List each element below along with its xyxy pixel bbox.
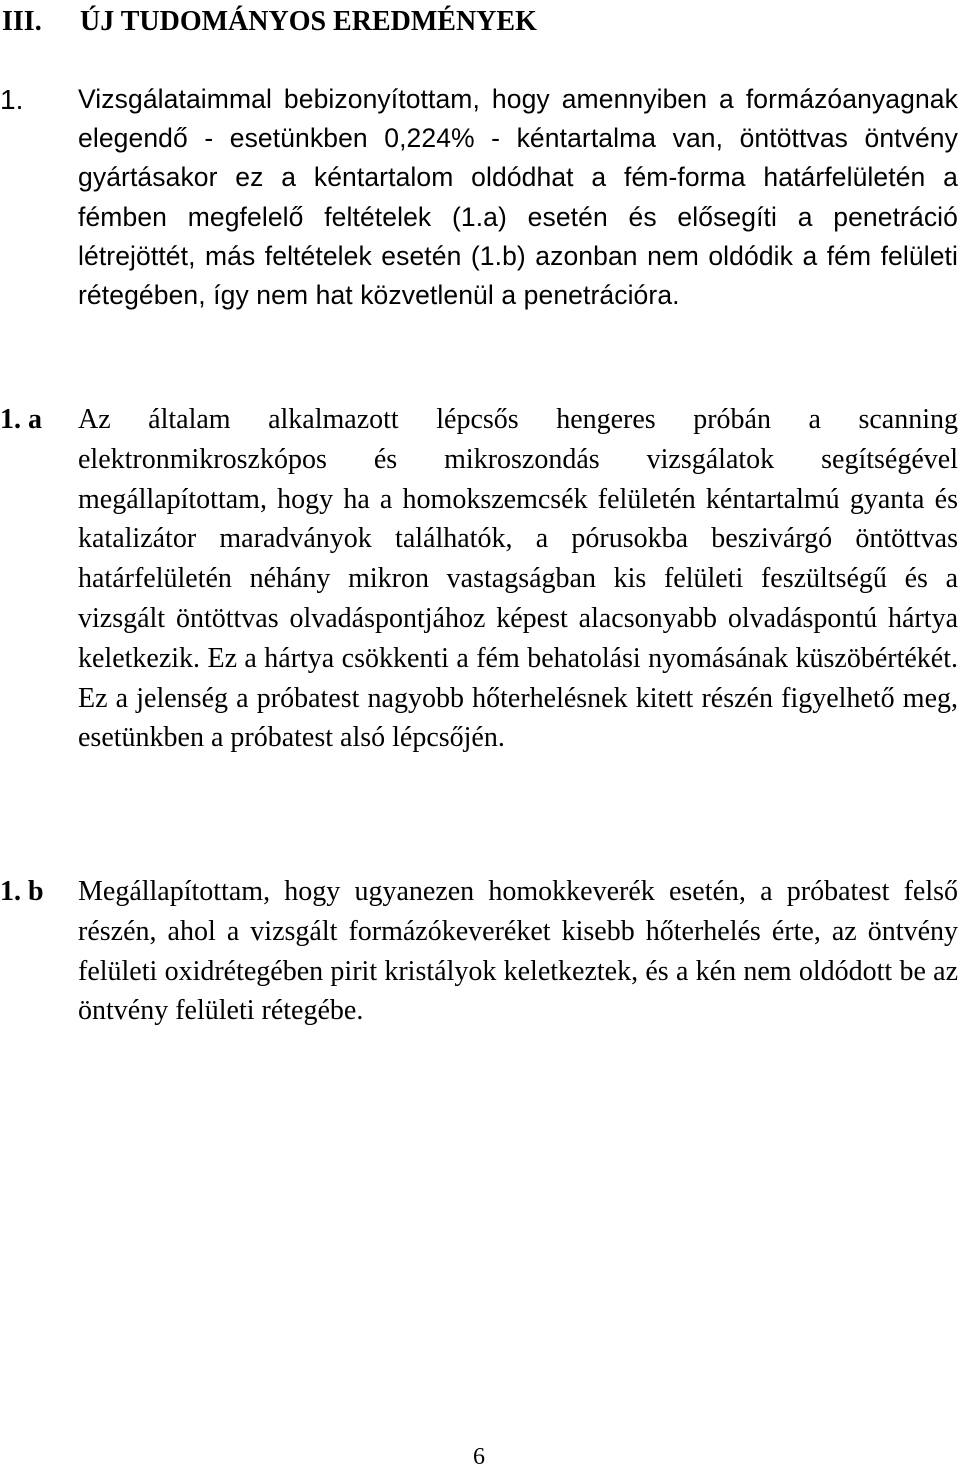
section-number: III. bbox=[2, 6, 42, 37]
result-item-1-text: Vizsgálataimmal bebizonyítottam, hogy amennyiben a formázóanyagnak elegendő - esetünkben 0,224% - kéntartalma van, öntöttvas öntvény gyártásakor ez a kéntartalom oldódhat a fém-forma határfelületén a fémben megfelelő feltételek (1.a) esetén és elősegíti a penetráció létrejöttét, más feltételek esetén (1.b) azonban nem oldódik a fém felületi rétegében, így nem hat közvetlenül a penetrációra. bbox=[78, 84, 958, 311]
section-heading bbox=[2, 2, 537, 42]
result-item-1a-marker: 1. a bbox=[0, 404, 42, 435]
result-item-1b bbox=[0, 872, 958, 1031]
section-title: ÚJ TUDOMÁNYOS EREDMÉNYEK bbox=[80, 6, 537, 37]
result-item-1-marker: 1. bbox=[0, 84, 24, 115]
result-item-1 bbox=[0, 80, 958, 315]
result-item-1a-text: Az általam alkalmazott lépcsős hengeres próbán a scanning elektronmikroszkópos és mikroszondás vizsgálatok segítségével megállapítottam, hogy ha a homokszemcsék felületén kéntartalmú gyanta és katalizátor maradványok találhatók, a pórusokba beszivárgó öntöttvas határfelületén néhány mikron vastagságban kis felületi feszültségű és a vizsgált öntöttvas olvadáspontjához képest alacsonyabb olvadáspontú hártya keletkezik. Ez a hártya csökkenti a fém behatolási nyomásának küszöbértékét. Ez a jelenség a próbatest nagyobb hőterhelésnek kitett részén figyelhető meg, esetünkben a próbatest alsó lépcsőjén. bbox=[78, 404, 958, 754]
result-item-1b-marker: 1. b bbox=[0, 876, 44, 907]
page-number: 6 bbox=[473, 1444, 485, 1470]
result-item-1a bbox=[0, 400, 958, 758]
result-item-1b-text: Megállapítottam, hogy ugyanezen homokkeverék esetén, a próbatest felső részén, ahol a vizsgált formázókeveréket kisebb hőterhelés érte, az öntvény felületi oxidrétegében pirit kristályok keletkeztek, és a kén nem oldódott be az öntvény felületi rétegébe. bbox=[78, 876, 958, 1027]
